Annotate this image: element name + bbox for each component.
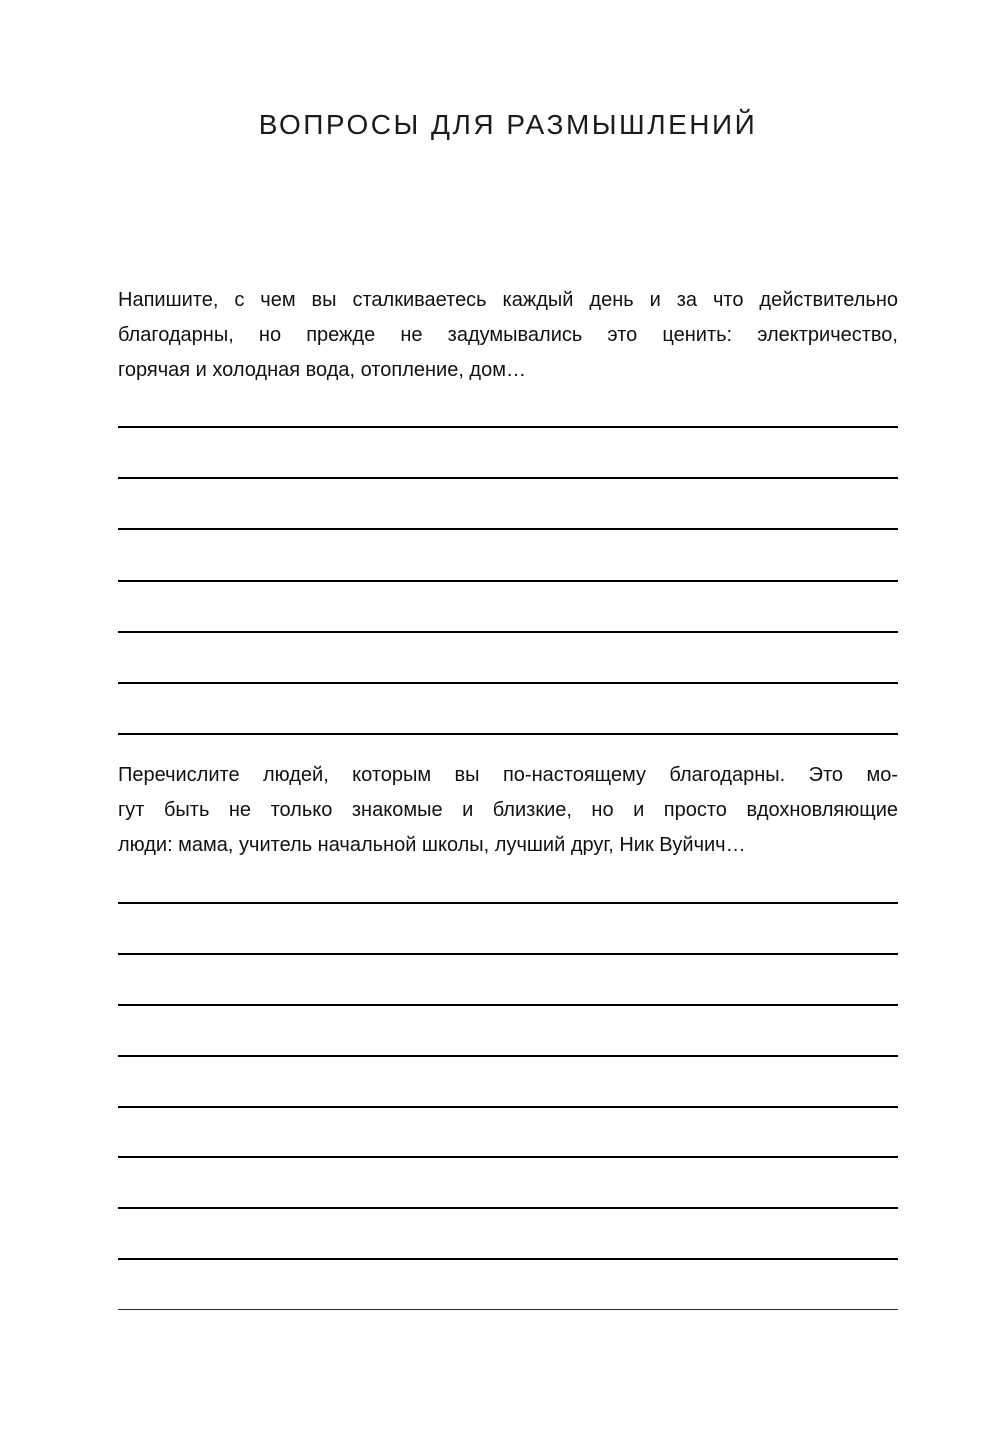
page-title: ВОПРОСЫ ДЛЯ РАЗМЫШЛЕНИЙ — [258, 109, 758, 140]
answer-ruled-line — [118, 1106, 898, 1157]
answer-ruled-line — [118, 1258, 898, 1309]
question-1-line-1: Напишите, с чем вы сталкиваетесь каждый день и за что действительно — [118, 289, 898, 311]
question-2-line-3: люди: мама, учитель начальной школы, лучший друг, Ник Вуйчич… — [118, 834, 746, 856]
answer-ruled-line — [118, 1156, 898, 1207]
question-2-line-2: гут быть не только знакомые и близкие, но и просто вдохновляющие — [118, 799, 898, 821]
answer-ruled-line — [118, 631, 898, 682]
question-2-text — [118, 758, 898, 863]
answer-ruled-line — [118, 580, 898, 631]
question-2-line-1: Перечислите людей, которым вы по-настоящему благодарны. Это мо- — [118, 764, 898, 786]
answer-ruled-line — [118, 477, 898, 528]
answer-lines-section-1 — [118, 426, 898, 784]
answer-ruled-line — [118, 1207, 898, 1258]
answer-ruled-line — [118, 902, 898, 953]
answer-ruled-line — [118, 426, 898, 477]
answer-ruled-line — [118, 528, 898, 579]
question-1-line-2: благодарны, но прежде не задумывались это ценить: электричество, — [118, 324, 898, 346]
answer-lines-section-2 — [118, 902, 898, 1359]
question-1-text — [118, 283, 898, 388]
question-1-line-3: горячая и холодная вода, отопление, дом… — [118, 359, 526, 381]
answer-ruled-line — [118, 953, 898, 1004]
answer-ruled-line — [118, 1004, 898, 1055]
answer-ruled-line — [118, 682, 898, 733]
answer-ruled-line — [118, 1309, 898, 1359]
answer-ruled-line — [118, 1055, 898, 1106]
